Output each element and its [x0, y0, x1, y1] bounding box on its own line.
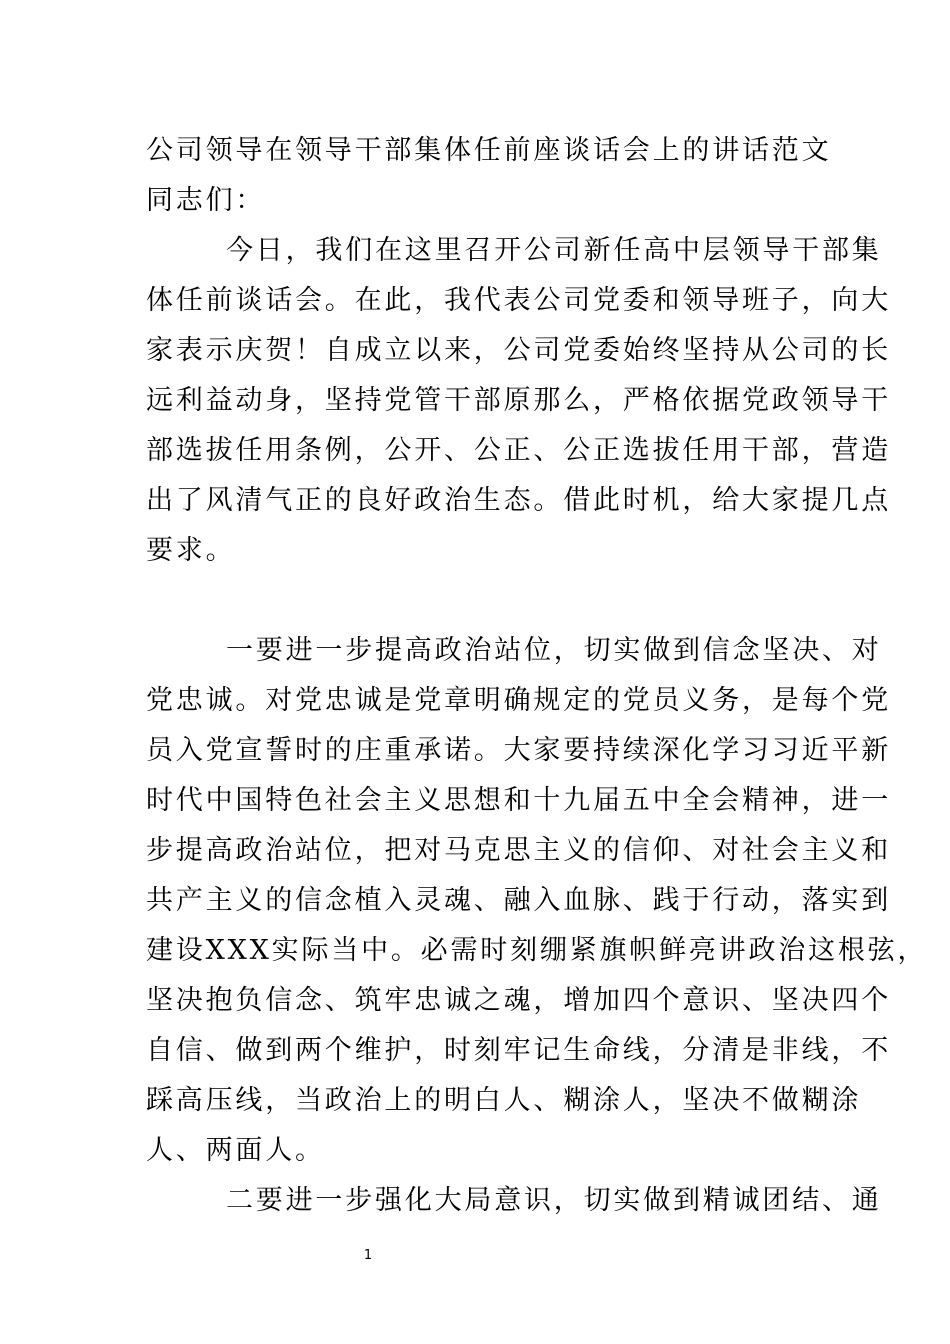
paragraph-line: 员入党宣誓时的庄重承诺。大家要持续深化学习习近平新 [146, 735, 891, 766]
paragraph-line: 一要进一步提高政治站位，切实做到信念坚决、对 [226, 635, 882, 666]
paragraph-line: 二要进一步强化大局意识，切实做到精诚团结、通 [226, 1185, 882, 1216]
salutation: 同志们： [146, 185, 266, 216]
paragraph-line: 体任前谈话会。在此，我代表公司党委和领导班子，向大 [146, 285, 891, 316]
paragraph-line: 今日，我们在这里召开公司新任高中层领导干部集 [226, 235, 882, 266]
paragraph-line: 时代中国特色社会主义思想和十九届五中全会精神，进一 [146, 785, 891, 816]
document-body [146, 126, 928, 1226]
paragraph-line: 步提高政治站位，把对马克思主义的信仰、对社会主义和 [146, 835, 891, 866]
paragraph-line: 党忠诚。对党忠诚是党章明确规定的党员义务，是每个党 [146, 685, 891, 716]
paragraph-point-one [146, 626, 928, 1176]
paragraph-line: 共产主义的信念植入灵魂、融入血脉、践于行动，落实到 [146, 885, 891, 916]
paragraph-line: 家表示庆贺！自成立以来，公司党委始终坚持从公司的长 [146, 335, 891, 366]
document-title: 公司领导在领导干部集体任前座谈话会上的讲话范文 [146, 135, 832, 166]
paragraph-intro [146, 226, 891, 576]
page-number: 1 [363, 1248, 373, 1263]
paragraph-line: 自信、做到两个维护，时刻牢记生命线，分清是非线，不 [146, 1035, 891, 1066]
paragraph-line: 出了风清气正的良好政治生态。借此时机，给大家提几点 [146, 485, 891, 516]
paragraph-line: 人、两面人。 [146, 1135, 325, 1166]
paragraph-line: 踩高压线，当政治上的明白人、糊涂人，坚决不做糊涂 [146, 1085, 862, 1116]
paragraph-gap [146, 576, 812, 626]
paragraph-line: 坚决抱负信念、筑牢忠诚之魂，增加四个意识、坚决四个 [146, 985, 891, 1016]
paragraph-line: 建设XXX实际当中。必需时刻绷紧旗帜鲜亮讲政治这根弦， [146, 935, 928, 966]
paragraph-line: 远利益动身，坚持党管干部原那么，严格依据党政领导干 [146, 385, 891, 416]
paragraph-line: 要求。 [146, 535, 236, 566]
paragraph-point-two [146, 1176, 882, 1226]
paragraph-line: 部选拔任用条例，公开、公正、公正选拔任用干部，营造 [146, 435, 891, 466]
